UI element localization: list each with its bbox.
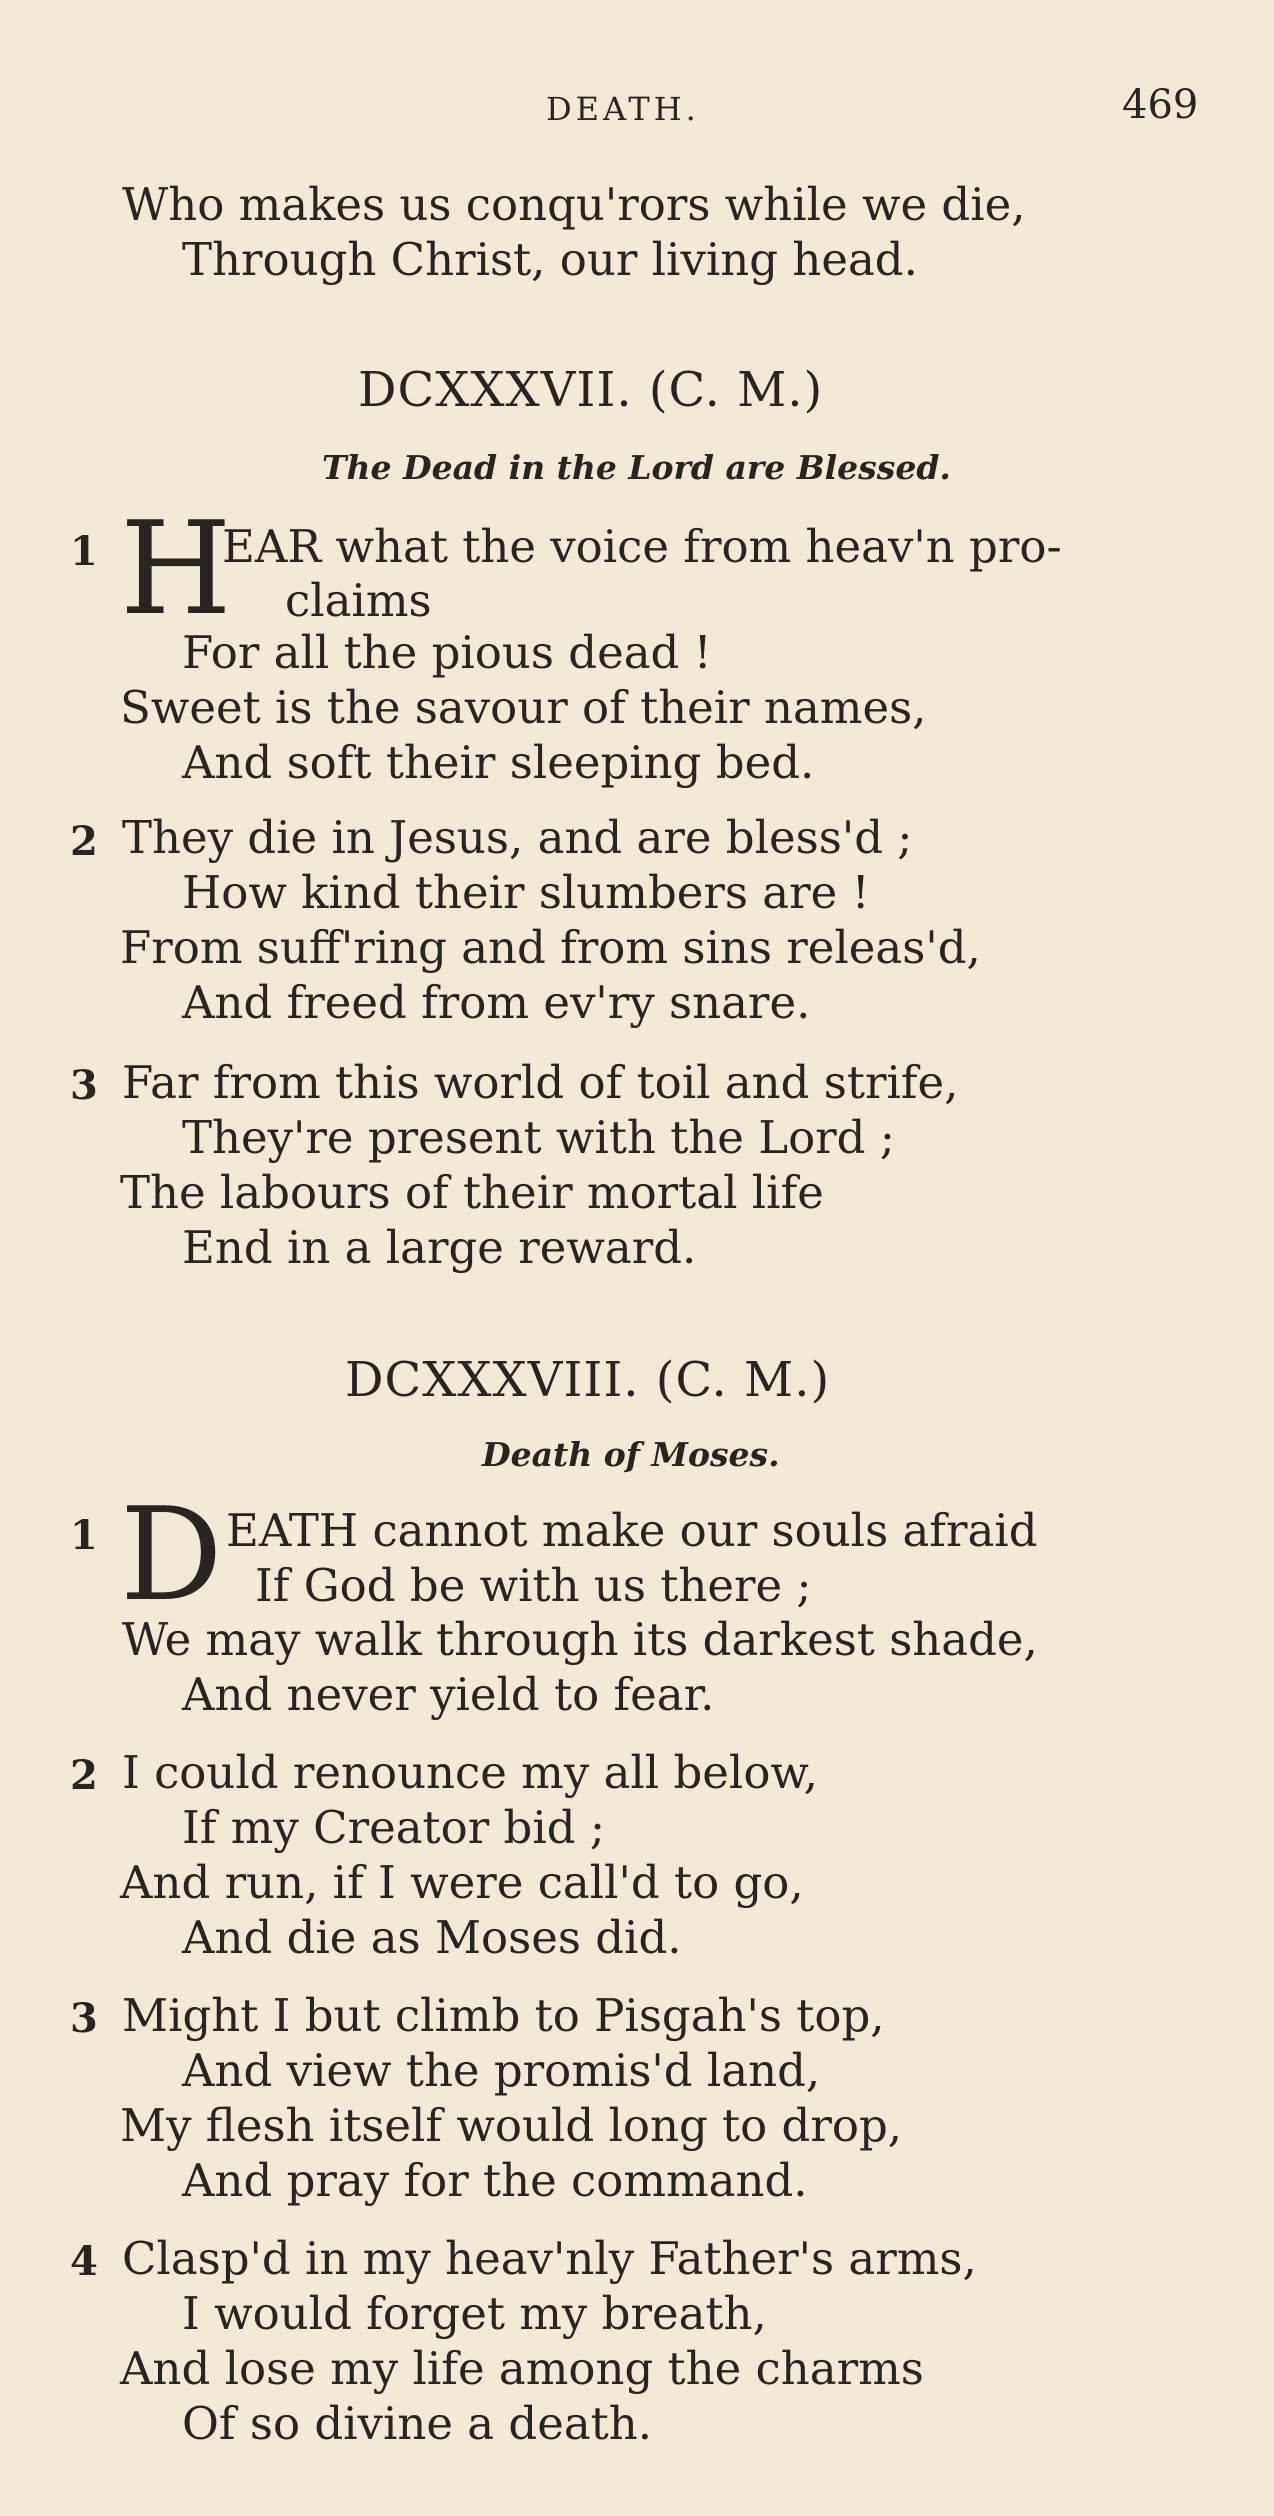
hymn-line: Clasp'd in my heav'nly Father's arms, bbox=[122, 2232, 977, 2285]
hymn-line: And lose my life among the charms bbox=[120, 2342, 924, 2395]
hymn-line: EATH cannot make our souls afraid bbox=[226, 1504, 1038, 1557]
hymn-subtitle: The Dead in the Lord are Blessed. bbox=[322, 448, 951, 487]
stanza-number: 1 bbox=[70, 1512, 98, 1559]
hymn-line: And never yield to fear. bbox=[182, 1668, 715, 1721]
stanza-number: 2 bbox=[70, 1752, 98, 1799]
hymn-line: And view the promis'd land, bbox=[182, 2044, 821, 2097]
hymn-line: From suff'ring and from sins releas'd, bbox=[120, 921, 981, 974]
stanza-number: 4 bbox=[70, 2238, 98, 2285]
hymn-line: claims bbox=[285, 574, 432, 627]
drop-cap: H bbox=[120, 495, 232, 644]
hymn-line: If my Creator bid ; bbox=[182, 1801, 605, 1854]
hymn-line: And freed from ev'ry snare. bbox=[182, 976, 811, 1029]
hymn-line: I would forget my breath, bbox=[182, 2287, 767, 2340]
stanza-number: 3 bbox=[70, 1995, 98, 2042]
stanza-number: 2 bbox=[70, 818, 98, 865]
stanza-number: 1 bbox=[70, 528, 98, 575]
hymn-line: The labours of their mortal life bbox=[120, 1166, 824, 1219]
continuation-line: Through Christ, our living head. bbox=[182, 233, 918, 286]
hymn-line: If God be with us there ; bbox=[255, 1559, 812, 1612]
continuation-line: Who makes us conqu'rors while we die, bbox=[122, 178, 1026, 231]
hymn-line: I could renounce my all below, bbox=[122, 1746, 818, 1799]
running-title: DEATH. bbox=[546, 90, 700, 128]
hymn-line: And pray for the command. bbox=[182, 2154, 808, 2207]
hymn-line: They're present with the Lord ; bbox=[182, 1111, 895, 1164]
hymn-line: For all the pious dead ! bbox=[182, 626, 712, 679]
stanza-number: 3 bbox=[70, 1062, 98, 1109]
hymn-number-title: DCXXXVII. (C. M.) bbox=[358, 362, 824, 418]
hymn-line: Far from this world of toil and strife, bbox=[122, 1056, 959, 1109]
hymn-line: And die as Moses did. bbox=[182, 1911, 682, 1964]
hymn-line: And soft their sleeping bed. bbox=[182, 736, 815, 789]
hymn-line: End in a large reward. bbox=[182, 1221, 697, 1274]
drop-cap: D bbox=[120, 1481, 223, 1630]
hymn-subtitle: Death of Moses. bbox=[482, 1435, 780, 1474]
hymn-line: Of so divine a death. bbox=[182, 2397, 653, 2450]
hymn-line: My flesh itself would long to drop, bbox=[120, 2099, 903, 2152]
hymn-line: And run, if I were call'd to go, bbox=[120, 1856, 804, 1909]
hymn-line: We may walk through its darkest shade, bbox=[122, 1613, 1038, 1666]
hymn-line: Sweet is the savour of their names, bbox=[120, 681, 927, 734]
hymn-line: How kind their slumbers are ! bbox=[182, 866, 870, 919]
page-number: 469 bbox=[1122, 82, 1199, 128]
hymn-line: They die in Jesus, and are bless'd ; bbox=[122, 811, 913, 864]
hymn-line: EAR what the voice from heav'n pro- bbox=[222, 520, 1062, 573]
hymn-number-title: DCXXXVIII. (C. M.) bbox=[345, 1352, 831, 1408]
hymn-line: Might I but climb to Pisgah's top, bbox=[122, 1989, 885, 2042]
